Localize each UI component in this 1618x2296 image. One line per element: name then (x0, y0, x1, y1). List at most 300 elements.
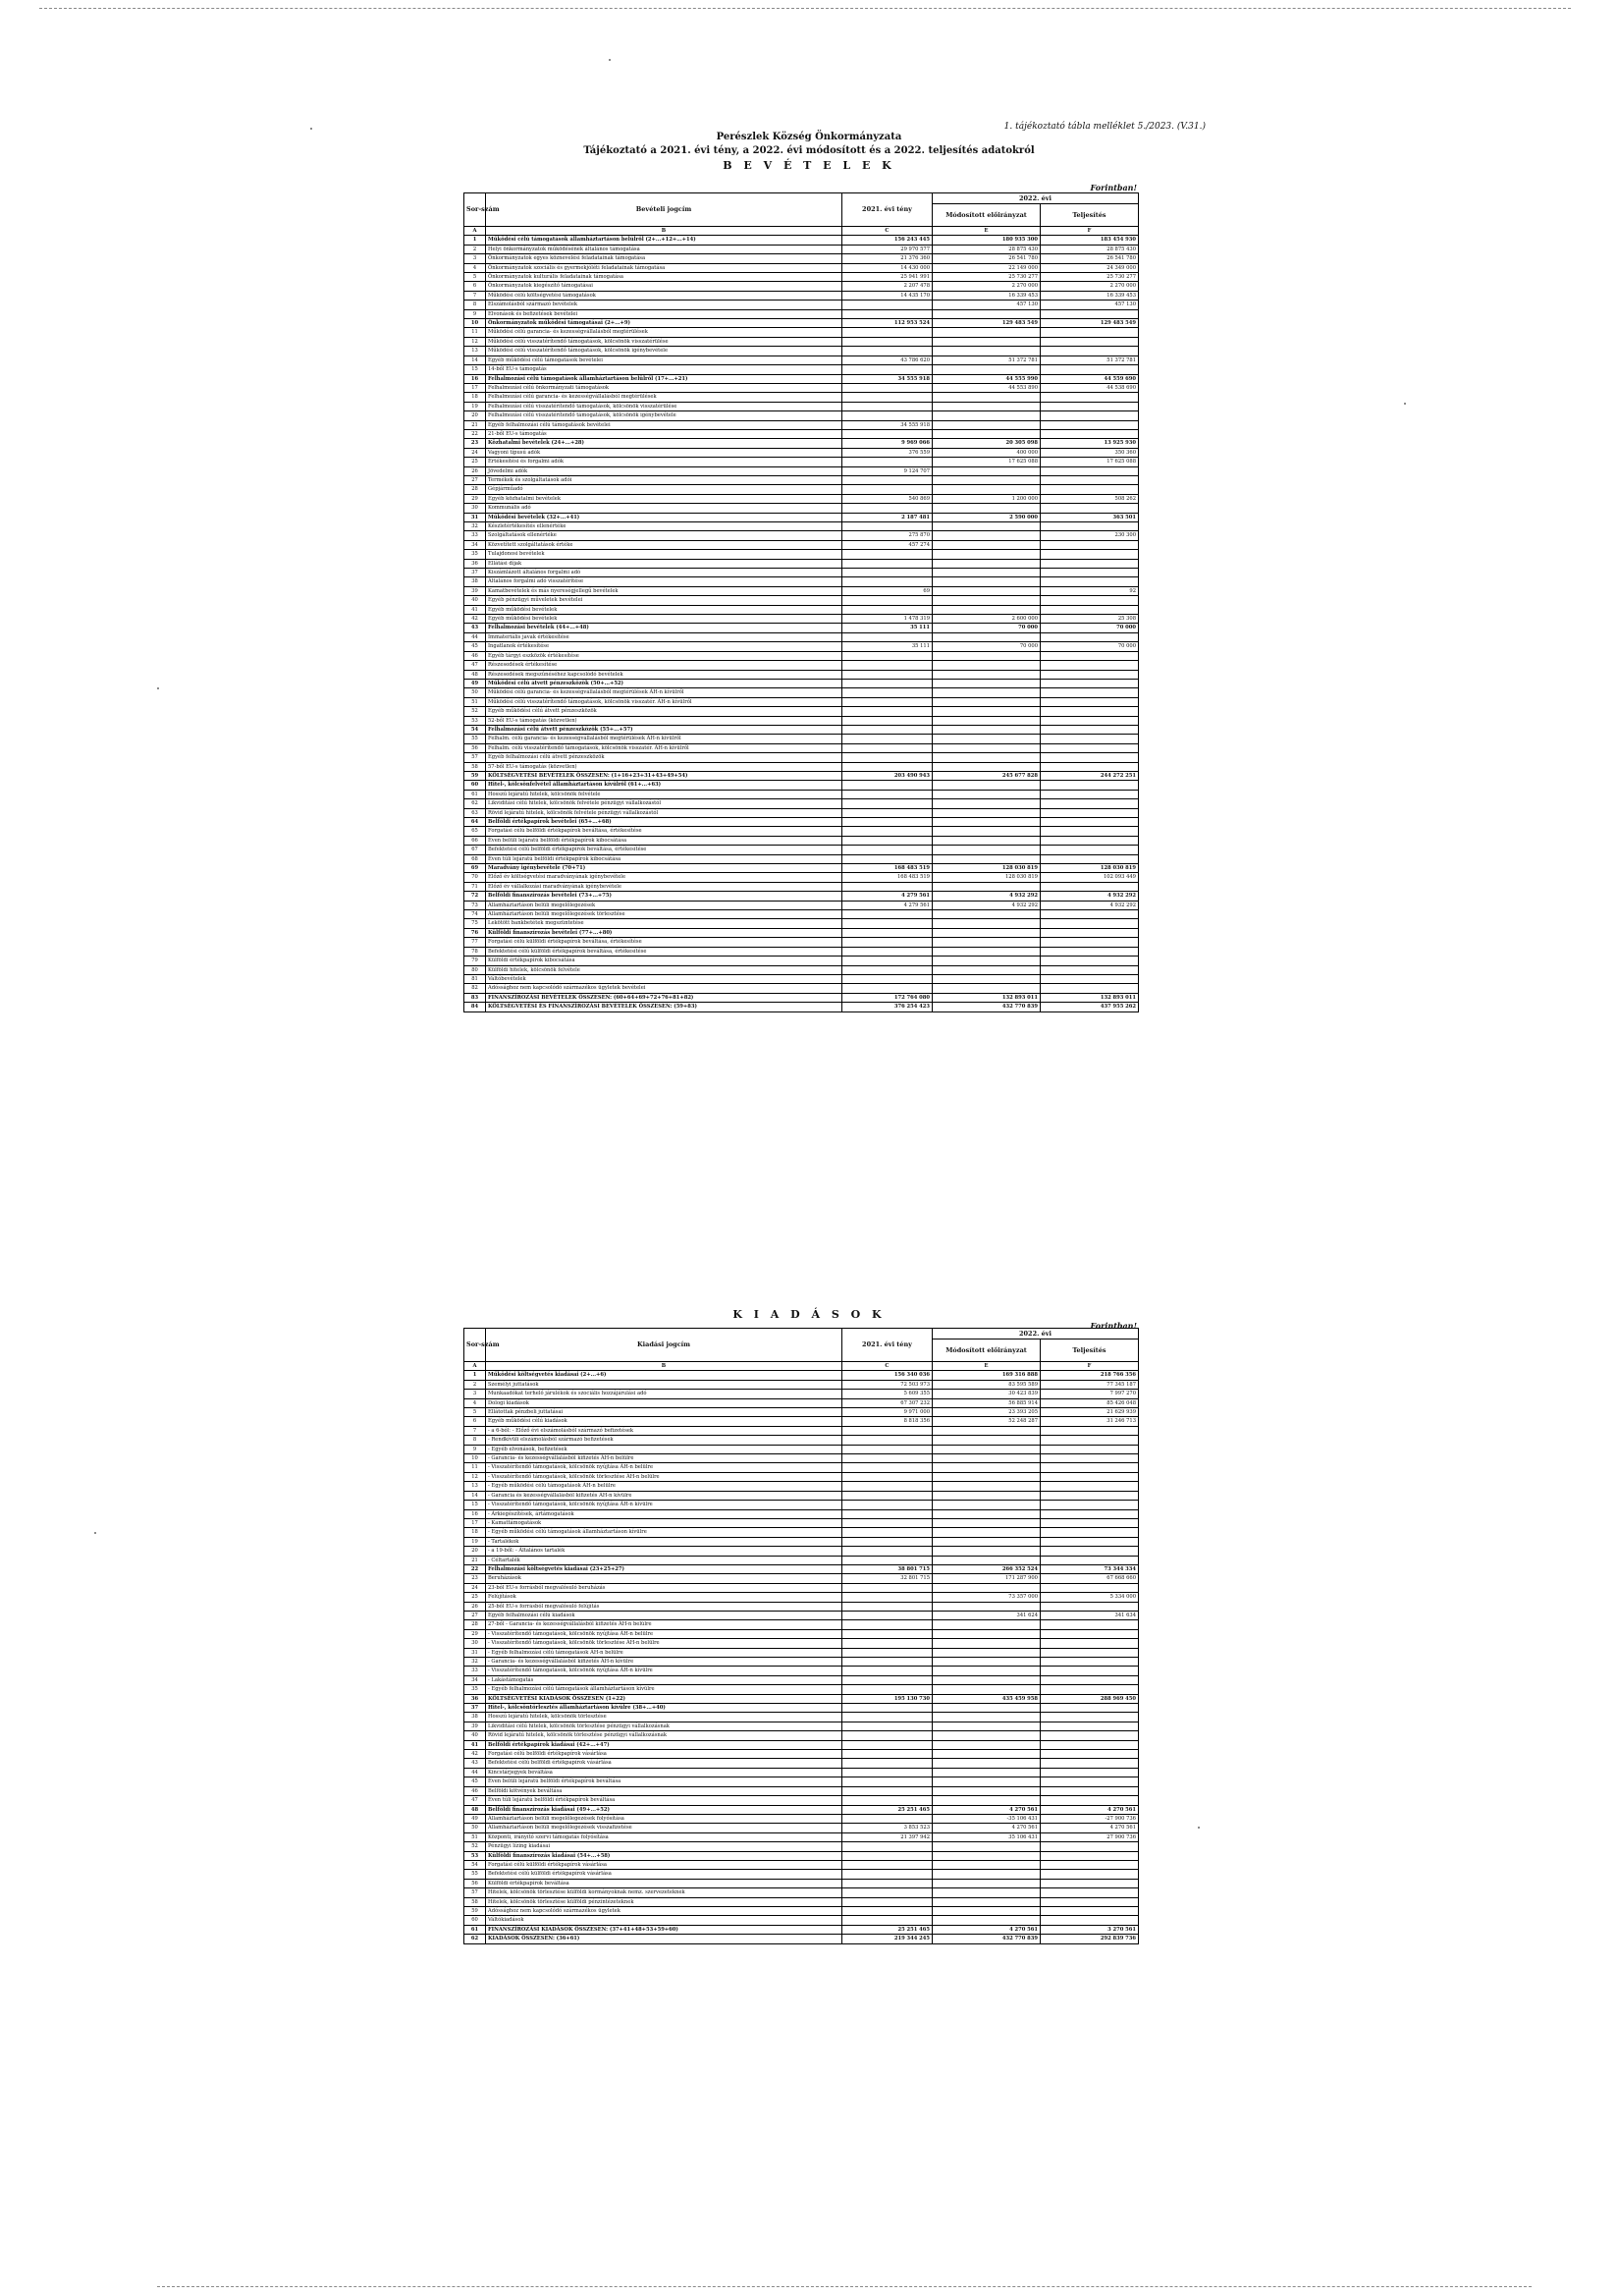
value-mod: 51 372 781 (933, 355, 1041, 364)
value-teny (842, 1870, 933, 1879)
row-number: 62 (464, 799, 486, 808)
scan-speck (609, 59, 611, 61)
value-telj: 26 541 780 (1041, 254, 1139, 263)
row-number: 3 (464, 1390, 486, 1398)
row-number: 33 (464, 531, 486, 540)
value-mod: 180 935 300 (933, 236, 1041, 245)
table-row (464, 1454, 1139, 1463)
row-number: 55 (464, 1870, 486, 1879)
row-number: 20 (464, 1547, 486, 1556)
table-row (464, 1648, 1139, 1657)
col-telj: Teljesítés (1041, 1339, 1139, 1362)
value-mod (933, 846, 1041, 854)
table-row (464, 402, 1139, 410)
table-row (464, 1768, 1139, 1777)
row-number: 48 (464, 1805, 486, 1814)
table-row (464, 1713, 1139, 1722)
row-number: 44 (464, 632, 486, 641)
value-telj (1041, 1731, 1139, 1740)
value-telj (1041, 1454, 1139, 1463)
value-teny (842, 688, 933, 697)
value-telj: 25 308 (1041, 615, 1139, 624)
table-row (464, 1639, 1139, 1648)
value-mod (933, 485, 1041, 494)
value-telj (1041, 1897, 1139, 1906)
row-label: Beruházások (486, 1574, 842, 1583)
table-row (464, 569, 1139, 577)
row-number: 56 (464, 1879, 486, 1887)
table-row (464, 1445, 1139, 1453)
value-teny (842, 522, 933, 531)
value-mod: 1 200 000 (933, 494, 1041, 503)
row-label: Önkormányzatok egyes köznevelési feladatainak támogatása (486, 254, 842, 263)
row-label: Hosszú lejáratú hitelek, kölcsönök törlesztése (486, 1713, 842, 1722)
value-mod (933, 402, 1041, 410)
row-label: KÖLTSÉGVETÉSI KIADÁSOK ÖSSZESEN (1+22) (486, 1694, 842, 1703)
value-mod: 4 932 292 (933, 901, 1041, 909)
row-label: - Egyéb felhalmozási célú támogatások ÁH-n belülre (486, 1648, 842, 1657)
value-telj (1041, 550, 1139, 559)
value-teny (842, 1777, 933, 1786)
table-row (464, 688, 1139, 697)
value-mod (933, 781, 1041, 790)
row-label: Forgatási célú belföldi értékpapírok beváltása, értékesítése (486, 827, 842, 836)
row-number: 25 (464, 458, 486, 466)
table-row (464, 1759, 1139, 1768)
row-label: Adóssághoz nem kapcsolódó származékos ügyletek bevételei (486, 984, 842, 993)
value-mod (933, 707, 1041, 716)
row-number: 36 (464, 1694, 486, 1703)
value-teny (842, 707, 933, 716)
value-teny (842, 661, 933, 670)
row-number: 42 (464, 615, 486, 624)
row-label: Hosszú lejáratú hitelek, kölcsönök felvétele (486, 790, 842, 798)
value-telj (1041, 1491, 1139, 1500)
table-row (464, 743, 1139, 752)
scan-speck (1198, 1827, 1200, 1829)
value-telj (1041, 1648, 1139, 1657)
value-mod (933, 1768, 1041, 1777)
table-row (464, 873, 1139, 882)
row-number: 51 (464, 1832, 486, 1841)
value-telj (1041, 957, 1139, 965)
value-teny (842, 393, 933, 402)
value-telj (1041, 1777, 1139, 1786)
value-teny: 3 853 523 (842, 1824, 933, 1832)
value-mod (933, 1870, 1041, 1879)
value-teny: 21 397 942 (842, 1832, 933, 1841)
row-number: 46 (464, 1786, 486, 1795)
row-number: 73 (464, 901, 486, 909)
value-telj: 27 900 736 (1041, 1832, 1139, 1841)
value-telj: 44 538 690 (1041, 383, 1139, 392)
value-mod (933, 429, 1041, 438)
value-mod (933, 1501, 1041, 1509)
table-row (464, 1658, 1139, 1667)
row-number: 45 (464, 1777, 486, 1786)
row-label: - a 19-ből: - Általános tartalék (486, 1547, 842, 1556)
value-mod (933, 1722, 1041, 1730)
value-mod (933, 854, 1041, 863)
table-row (464, 291, 1139, 300)
value-telj (1041, 725, 1139, 734)
value-mod (933, 670, 1041, 679)
table-row (464, 301, 1139, 309)
table-row (464, 993, 1139, 1002)
table-row (464, 1925, 1139, 1934)
value-teny (842, 1731, 933, 1740)
value-telj: 77 345 187 (1041, 1380, 1139, 1389)
table-row (464, 411, 1139, 420)
table-row (464, 596, 1139, 605)
row-number: 32 (464, 1658, 486, 1667)
value-mod (933, 586, 1041, 595)
row-number: 49 (464, 1814, 486, 1823)
table-row (464, 494, 1139, 503)
table-row (464, 1620, 1139, 1629)
value-teny: 172 764 080 (842, 993, 933, 1002)
row-number: 57 (464, 1888, 486, 1897)
table-row (464, 1491, 1139, 1500)
row-number: 64 (464, 818, 486, 827)
value-teny (842, 328, 933, 337)
value-telj (1041, 1537, 1139, 1546)
table-row (464, 697, 1139, 706)
value-mod: 56 885 914 (933, 1398, 1041, 1407)
value-mod: 30 423 839 (933, 1390, 1041, 1398)
value-telj: 2 270 000 (1041, 282, 1139, 291)
value-telj (1041, 1463, 1139, 1472)
value-mod (933, 420, 1041, 429)
row-number: 2 (464, 1380, 486, 1389)
value-mod (933, 1851, 1041, 1860)
value-teny (842, 790, 933, 798)
row-label: Belföldi finanszírozás bevételei (73+...+75) (486, 892, 842, 901)
value-mod: 20 305 098 (933, 439, 1041, 448)
row-label: Munkaadókat terhelő járulékok és szociális hozzájárulási adó (486, 1390, 842, 1398)
row-label: Részesedések megszűnéséhez kapcsolódó bevételek (486, 670, 842, 679)
row-number: 65 (464, 827, 486, 836)
row-label: Részesedések értékesítése (486, 661, 842, 670)
row-label: Likviditási célú hitelek, kölcsönök felvétele pénzügyi vállalkozástól (486, 799, 842, 808)
row-number: 59 (464, 1906, 486, 1915)
value-teny: 457 274 (842, 540, 933, 549)
scan-speck (157, 687, 159, 689)
row-label: Működési célú visszatérítendő támogatások, kölcsönök visszatér. ÁH-n kívülről (486, 697, 842, 706)
value-mod (933, 1759, 1041, 1768)
value-telj (1041, 429, 1139, 438)
row-number: 7 (464, 291, 486, 300)
row-label: Felhalmozási célú önkormányzati támogatások (486, 383, 842, 392)
table-row (464, 1509, 1139, 1518)
value-telj (1041, 1547, 1139, 1556)
letter-cell: F (1041, 227, 1139, 236)
col-year: 2022. évi (933, 1329, 1139, 1339)
row-number: 55 (464, 735, 486, 743)
table-row (464, 1371, 1139, 1380)
value-teny (842, 1658, 933, 1667)
value-telj: 28 875 430 (1041, 245, 1139, 253)
row-label: Kamatbevételek és más nyereségjellegű bevételek (486, 586, 842, 595)
row-number: 1 (464, 236, 486, 245)
table-row (464, 1380, 1139, 1389)
row-label: - Egyéb működési célú támogatások ÁH-n belülre (486, 1482, 842, 1491)
value-mod (933, 1704, 1041, 1713)
value-teny (842, 1611, 933, 1619)
value-mod (933, 577, 1041, 586)
row-number: 43 (464, 624, 486, 632)
table-row (464, 1003, 1139, 1011)
row-label: - Visszatérítendő támogatások, kölcsönök nyújtása ÁH-n belülre (486, 1629, 842, 1638)
value-teny (842, 1879, 933, 1887)
table-row (464, 393, 1139, 402)
value-telj (1041, 411, 1139, 420)
value-teny (842, 301, 933, 309)
table-row (464, 355, 1139, 364)
table-row (464, 846, 1139, 854)
table-row (464, 632, 1139, 641)
value-teny (842, 1685, 933, 1694)
letter-cell: A (464, 1362, 486, 1371)
value-telj (1041, 1675, 1139, 1684)
value-teny (842, 365, 933, 374)
table-row (464, 1482, 1139, 1491)
table-row (464, 550, 1139, 559)
value-telj (1041, 1768, 1139, 1777)
value-teny (842, 679, 933, 687)
row-number: 14 (464, 1491, 486, 1500)
row-label: Egyéb működési bevételek (486, 605, 842, 614)
value-mod: 44 555 990 (933, 374, 1041, 383)
table-row (464, 1667, 1139, 1675)
row-number: 25 (464, 1593, 486, 1602)
value-telj (1041, 1629, 1139, 1638)
row-number: 16 (464, 374, 486, 383)
value-telj (1041, 632, 1139, 641)
row-number: 58 (464, 762, 486, 771)
value-telj (1041, 799, 1139, 808)
row-number: 18 (464, 393, 486, 402)
row-label: Önkormányzatok működési támogatásai (2+...+9) (486, 319, 842, 328)
row-label: Külföldi finanszírozás bevételei (77+...+80) (486, 928, 842, 937)
value-teny (842, 596, 933, 605)
value-mod: 2 270 000 (933, 282, 1041, 291)
table-row (464, 485, 1139, 494)
value-mod (933, 1888, 1041, 1897)
value-telj (1041, 504, 1139, 513)
value-mod (933, 309, 1041, 318)
table-row (464, 781, 1139, 790)
row-number: 49 (464, 679, 486, 687)
table-row (464, 771, 1139, 780)
table-row (464, 1879, 1139, 1887)
value-teny (842, 1675, 933, 1684)
value-mod: 70 000 (933, 642, 1041, 651)
row-number: 50 (464, 688, 486, 697)
row-label: Egyéb pénzügyi műveletek bevételei (486, 596, 842, 605)
value-teny (842, 651, 933, 660)
value-teny (842, 347, 933, 355)
row-label: Működési költségvetés kiadásai (2+...+6) (486, 1371, 842, 1380)
row-number: 52 (464, 707, 486, 716)
value-teny (842, 753, 933, 762)
value-mod: 169 316 888 (933, 1371, 1041, 1380)
row-label: Hitelek, kölcsönök törlesztése külföldi kormányoknak nemz. szervezeteknek (486, 1888, 842, 1897)
row-label: Felhalmozási célú visszatérítendő támogatások, kölcsönök igénybevétele (486, 411, 842, 420)
value-mod (933, 1675, 1041, 1684)
value-teny (842, 836, 933, 845)
row-label: Belföldi értékpapírok bevételei (65+...+68) (486, 818, 842, 827)
row-number: 6 (464, 282, 486, 291)
value-telj: 218 766 356 (1041, 1371, 1139, 1380)
value-mod (933, 365, 1041, 374)
row-label: Ellátási díjak (486, 559, 842, 568)
row-number: 21 (464, 420, 486, 429)
value-telj (1041, 984, 1139, 993)
row-number: 84 (464, 1003, 486, 1011)
table-row (464, 1390, 1139, 1398)
row-label: Felhalmozási célú garancia- és kezességvállalásból megtérülések (486, 393, 842, 402)
table-row (464, 661, 1139, 670)
value-telj (1041, 1667, 1139, 1675)
table-row (464, 753, 1139, 762)
row-number: 34 (464, 540, 486, 549)
scan-speck (310, 128, 312, 130)
table-row (464, 1556, 1139, 1564)
scan-edge-bottom (157, 2286, 1532, 2288)
row-label: - Egyéb elvonások, befizetések (486, 1445, 842, 1453)
row-number: 30 (464, 1639, 486, 1648)
table-row (464, 1750, 1139, 1759)
row-number: 75 (464, 919, 486, 928)
row-label: Felhalmozási célú átvett pénzeszközök (55+...+57) (486, 725, 842, 734)
row-label: Külföldi hitelek, kölcsönök felvétele (486, 965, 842, 974)
value-teny: 9 124 707 (842, 466, 933, 475)
value-mod: 432 770 839 (933, 1003, 1041, 1011)
value-mod (933, 1426, 1041, 1435)
row-label: Felhalm. célú visszatérítendő támogatások, kölcsönök visszatér. ÁH-n kívülről (486, 743, 842, 752)
value-telj (1041, 328, 1139, 337)
value-mod: 245 677 828 (933, 771, 1041, 780)
value-mod (933, 1547, 1041, 1556)
table-row (464, 716, 1139, 725)
row-label: Kommunális adó (486, 504, 842, 513)
value-teny (842, 1842, 933, 1851)
row-number: 27 (464, 475, 486, 484)
value-telj (1041, 735, 1139, 743)
row-label: Egyéb működési célú támogatások bevételei (486, 355, 842, 364)
value-telj: 4 932 292 (1041, 892, 1139, 901)
value-telj: 4 270 561 (1041, 1824, 1139, 1832)
value-teny (842, 1796, 933, 1805)
table-row (464, 910, 1139, 919)
row-label: Működési célú garancia- és kezességvállalásból megtérülések ÁH-n kívülről (486, 688, 842, 697)
value-telj (1041, 1750, 1139, 1759)
value-mod: 52 248 287 (933, 1417, 1041, 1426)
table-row (464, 1611, 1139, 1619)
value-teny (842, 1454, 933, 1463)
value-telj (1041, 651, 1139, 660)
value-telj (1041, 605, 1139, 614)
row-label: - Tartalékok (486, 1537, 842, 1546)
value-mod (933, 596, 1041, 605)
table-row (464, 725, 1139, 734)
value-teny: 29 970 577 (842, 245, 933, 253)
value-teny (842, 1814, 933, 1823)
value-teny (842, 1639, 933, 1648)
value-teny: 156 243 445 (842, 236, 933, 245)
value-mod (933, 1454, 1041, 1463)
scan-edge-top (39, 8, 1571, 10)
value-teny (842, 1888, 933, 1897)
value-telj (1041, 928, 1139, 937)
value-teny (842, 485, 933, 494)
row-label: Elvonások és befizetések bevételei (486, 309, 842, 318)
value-mod: 25 730 277 (933, 273, 1041, 282)
row-label: Ellátottak pénzbeli juttatásai (486, 1408, 842, 1417)
row-number: 47 (464, 1796, 486, 1805)
row-label: - Visszatérítendő támogatások, kölcsönök nyújtása ÁH-n kívülre (486, 1501, 842, 1509)
value-mod (933, 1731, 1041, 1740)
row-label: Értékesítési és forgalmi adók (486, 458, 842, 466)
value-teny (842, 1537, 933, 1546)
row-label: Helyi önkormányzatok működésének általános támogatása (486, 245, 842, 253)
row-label: Önkormányzatok kiegészítő támogatásai (486, 282, 842, 291)
value-telj (1041, 1879, 1139, 1887)
value-telj (1041, 1851, 1139, 1860)
row-number: 66 (464, 836, 486, 845)
value-teny: 72 503 973 (842, 1380, 933, 1389)
col-teny: 2021. évi tény (842, 1329, 933, 1362)
value-teny (842, 550, 933, 559)
value-telj (1041, 347, 1139, 355)
table-row (464, 1472, 1139, 1481)
row-label: Önkormányzatok szociális és gyermekjóléti feladatainak támogatása (486, 263, 842, 272)
table-row (464, 319, 1139, 328)
unit-label-revenue: Forintban! (1090, 183, 1137, 192)
table-row (464, 1629, 1139, 1638)
value-telj (1041, 1620, 1139, 1629)
row-label: Befektetési célú belföldi értékpapírok vásárlása (486, 1759, 842, 1768)
value-teny (842, 910, 933, 919)
letter-row (464, 1362, 1139, 1371)
value-telj (1041, 679, 1139, 687)
row-number: 32 (464, 522, 486, 531)
row-label: Készletértékesítés ellenértéke (486, 522, 842, 531)
row-number: 40 (464, 1731, 486, 1740)
table-row (464, 1888, 1139, 1897)
value-mod (933, 799, 1041, 808)
value-teny (842, 974, 933, 983)
row-label: Ingatlanok értékesítése (486, 642, 842, 651)
value-telj (1041, 1786, 1139, 1795)
table-row (464, 1916, 1139, 1925)
annex-label: 1. tájékoztató tábla melléklet 5./2023. (V.31.) (1003, 122, 1206, 132)
table-row (464, 965, 1139, 974)
value-mod (933, 947, 1041, 956)
value-telj (1041, 697, 1139, 706)
value-telj: 183 454 930 (1041, 236, 1139, 245)
row-label: - Lakástámogatás (486, 1675, 842, 1684)
value-telj (1041, 965, 1139, 974)
row-number: 52 (464, 1842, 486, 1851)
table-row (464, 790, 1139, 798)
value-teny: 376 254 423 (842, 1003, 933, 1011)
row-number: 8 (464, 301, 486, 309)
value-mod (933, 550, 1041, 559)
row-label: - Visszatérítendő támogatások, kölcsönök nyújtása ÁH-n belülre (486, 1463, 842, 1472)
row-label: - Garancia- és kezességvállalásból kifizetés ÁH-n kívülre (486, 1658, 842, 1667)
